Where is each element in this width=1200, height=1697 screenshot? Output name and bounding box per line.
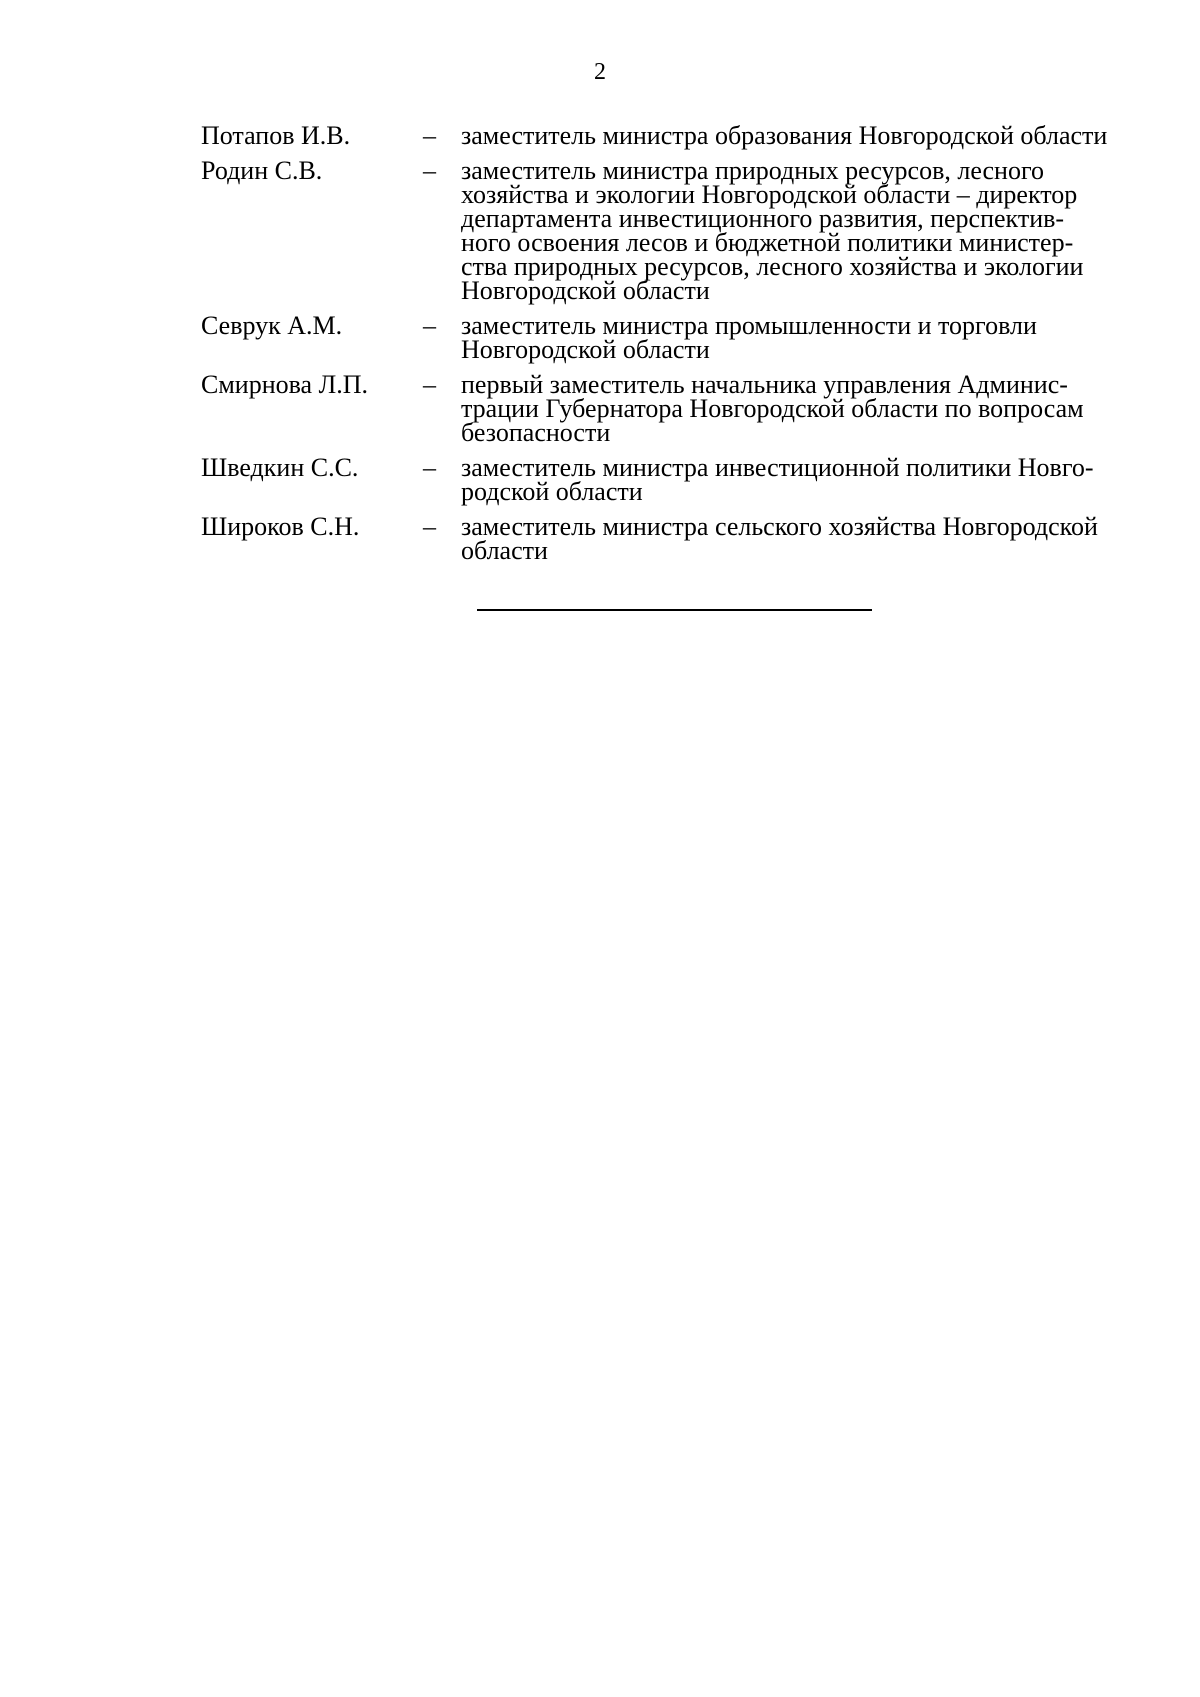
member-role: заместитель министра сельского хозяйства Новгородской области bbox=[461, 512, 1098, 565]
page-number: 2 bbox=[594, 59, 606, 85]
member-role: заместитель министра образования Новгородской области bbox=[461, 121, 1108, 150]
member-name: Смирнова Л.П. bbox=[201, 370, 369, 399]
member-row bbox=[201, 453, 1131, 506]
member-row bbox=[201, 121, 1131, 150]
member-name: Широков С.Н. bbox=[201, 512, 360, 541]
member-row bbox=[201, 311, 1131, 364]
member-dash: – bbox=[423, 512, 436, 541]
member-role: первый заместитель начальника управления Админис- трации Губернатора Новгородской области по вопросам безопасности bbox=[461, 370, 1084, 447]
member-dash: – bbox=[423, 121, 436, 150]
member-name: Потапов И.В. bbox=[201, 121, 351, 150]
member-row bbox=[201, 156, 1131, 305]
member-dash: – bbox=[423, 311, 436, 340]
member-role: заместитель министра природных ресурсов, лесного хозяйства и экологии Новгородской области – директор департамента инвестиционного развития, перспектив- ного освоения лесов и бюджетной политики министер- ства природных ресурсов, лесного хозяйства и экологии Новгородской области bbox=[461, 156, 1084, 305]
member-row bbox=[201, 370, 1131, 447]
member-name: Шведкин С.С. bbox=[201, 453, 359, 482]
member-role: заместитель министра промышленности и торговли Новгородской области bbox=[461, 311, 1037, 364]
member-role: заместитель министра инвестиционной политики Новго- родской области bbox=[461, 453, 1094, 506]
member-dash: – bbox=[423, 370, 436, 399]
member-name: Родин С.В. bbox=[201, 156, 323, 185]
member-dash: – bbox=[423, 453, 436, 482]
member-dash: – bbox=[423, 156, 436, 185]
end-of-list-rule bbox=[477, 609, 872, 611]
members-list bbox=[201, 121, 1131, 574]
member-row bbox=[201, 512, 1131, 565]
member-name: Севрук А.М. bbox=[201, 311, 343, 340]
